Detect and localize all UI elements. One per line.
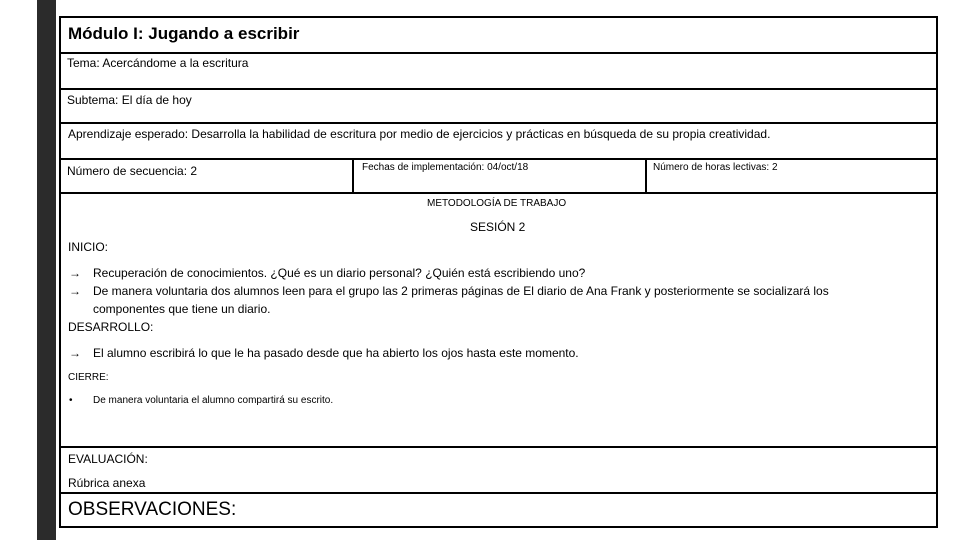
horas-lectivas: Número de horas lectivas: 2 bbox=[653, 162, 778, 173]
metodologia-heading: METODOLOGÍA DE TRABAJO bbox=[427, 198, 567, 209]
column-divider bbox=[645, 158, 647, 194]
evaluacion-label: EVALUACIÓN: bbox=[68, 452, 148, 466]
subtema-text: Subtema: El día de hoy bbox=[67, 93, 192, 107]
desarrollo-label: DESARROLLO: bbox=[68, 320, 154, 334]
tema-text: Tema: Acercándome a la escritura bbox=[67, 56, 249, 70]
fechas-implementacion: Fechas de implementación: 04/oct/18 bbox=[362, 162, 529, 173]
module-title: Módulo I: Jugando a escribir bbox=[68, 24, 300, 43]
inicio-label: INICIO: bbox=[68, 240, 109, 254]
lesson-plan-table bbox=[59, 16, 938, 528]
sesion-heading: SESIÓN 2 bbox=[470, 220, 526, 234]
observaciones-row bbox=[61, 494, 936, 526]
inicio-item-1: → Recuperación de conocimientos. ¿Qué es un diario personal? ¿Quién está escribiendo uno? bbox=[69, 266, 586, 280]
tema-row bbox=[61, 52, 936, 90]
methodology-section bbox=[61, 192, 936, 448]
inicio-item-2: → De manera voluntaria dos alumnos leen para el grupo las 2 primeras páginas de El diario de Ana Frank y posteriormente se socializará los bbox=[69, 284, 829, 298]
aprendizaje-text: Aprendizaje esperado: Desarrolla la habilidad de escritura por medio de ejercicios y prácticas en búsqueda de su propia creatividad. bbox=[68, 127, 771, 141]
cierre-label: CIERRE: bbox=[68, 372, 109, 383]
secuencia-row bbox=[61, 158, 936, 194]
observaciones-label: OBSERVACIONES: bbox=[68, 499, 237, 520]
numero-secuencia: Número de secuencia: 2 bbox=[67, 164, 198, 178]
arrow-icon: → bbox=[69, 284, 81, 298]
cierre-item: • De manera voluntaria el alumno compartirá su escrito. bbox=[69, 395, 334, 406]
aprendizaje-row bbox=[61, 122, 936, 160]
column-divider bbox=[352, 158, 354, 194]
arrow-icon: → bbox=[69, 266, 81, 280]
bullet-icon: • bbox=[69, 395, 73, 406]
subtema-row bbox=[61, 88, 936, 124]
left-accent-bar bbox=[37, 0, 56, 540]
module-title-row bbox=[61, 18, 936, 54]
desarrollo-item: → El alumno escribirá lo que le ha pasado desde que ha abierto los ojos hasta este momento. bbox=[69, 346, 579, 360]
evaluacion-row bbox=[61, 446, 936, 494]
inicio-item-2-continuation: componentes que tiene un diario. bbox=[93, 302, 271, 316]
arrow-icon: → bbox=[69, 346, 81, 360]
evaluacion-value: Rúbrica anexa bbox=[68, 476, 146, 490]
